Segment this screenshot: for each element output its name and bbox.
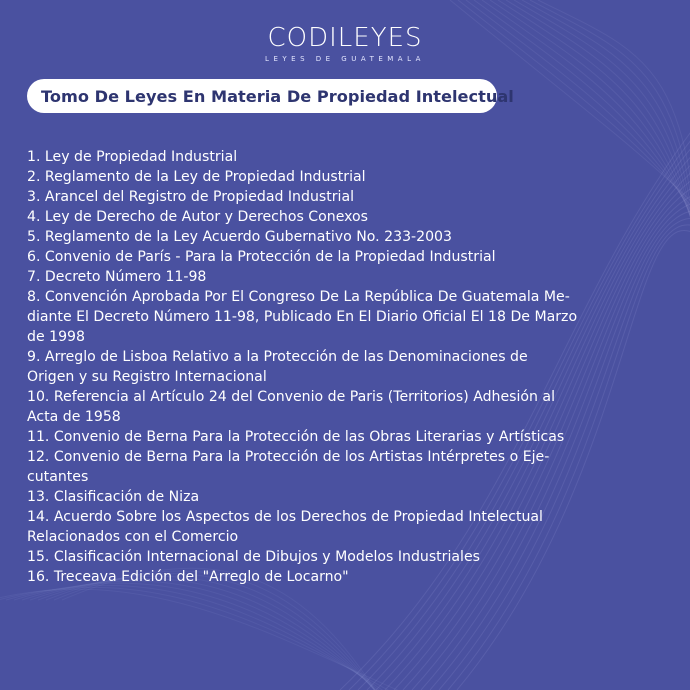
- law-item: [27, 567, 667, 587]
- brand-logo: [0, 24, 690, 64]
- law-item: [27, 287, 667, 347]
- law-item-line: 6. Convenio de París - Para la Protección de la Propiedad Industrial: [27, 249, 496, 265]
- law-item: [27, 267, 667, 287]
- background-wave-line: [38, 576, 420, 690]
- law-item: [27, 447, 667, 487]
- law-item: [27, 147, 667, 167]
- law-item-line: 4. Ley de Derecho de Autor y Derechos Conexos: [27, 209, 368, 225]
- law-item-line: 12. Convenio de Berna Para la Protección de los Artistas Intérpretes o Eje-: [27, 449, 550, 465]
- background-wave-line: [0, 589, 420, 690]
- brand-tagline: LEYES DE GUATEMALA: [265, 55, 425, 63]
- law-item-line: 1. Ley de Propiedad Industrial: [27, 149, 238, 165]
- law-item: [27, 487, 667, 507]
- law-item-line: 11. Convenio de Berna Para la Protección de las Obras Literarias y Artísticas: [27, 429, 565, 445]
- law-item: [27, 387, 667, 427]
- page-title: Tomo De Leyes En Materia De Propiedad Intelectual: [41, 86, 514, 106]
- law-item: [27, 247, 667, 267]
- law-item-line: 14. Acuerdo Sobre los Aspectos de los Derechos de Propiedad Intelectual: [27, 509, 543, 525]
- brand-name: CODILEYES: [267, 23, 423, 53]
- law-item-line: 15. Clasificación Internacional de Dibujos y Modelos Industriales: [27, 549, 480, 565]
- law-item-line: diante El Decreto Número 11-98, Publicado En El Diario Oficial El 18 De Marzo: [27, 309, 578, 325]
- law-item-line: 5. Reglamento de la Ley Acuerdo Gubernativo No. 233-2003: [27, 229, 452, 245]
- title-banner: [27, 79, 514, 113]
- law-item-line: 8. Convención Aprobada Por El Congreso De La República De Guatemala Me-: [27, 289, 570, 305]
- law-item-line: 3. Arancel del Registro de Propiedad Industrial: [27, 189, 355, 205]
- law-item: [27, 507, 667, 547]
- law-item: [27, 207, 667, 227]
- law-item-line: 16. Treceava Edición del "Arreglo de Locarno": [27, 569, 349, 585]
- law-item-line: Origen y su Registro Internacional: [27, 369, 267, 385]
- background-wave-line: [54, 571, 420, 690]
- law-item-line: Acta de 1958: [27, 409, 121, 425]
- law-item: [27, 427, 667, 447]
- law-item: [27, 347, 667, 387]
- law-item-line: cutantes: [27, 469, 89, 485]
- law-item-line: 13. Clasificación de Niza: [27, 489, 200, 505]
- law-item: [27, 227, 667, 247]
- background-wave-line: [0, 587, 420, 690]
- laws-list: [27, 147, 667, 587]
- law-item: [27, 167, 667, 187]
- law-item-line: 7. Decreto Número 11-98: [27, 269, 207, 285]
- law-item-line: Relacionados con el Comercio: [27, 529, 239, 545]
- law-item-line: 2. Reglamento de la Ley de Propiedad Industrial: [27, 169, 366, 185]
- law-item-line: 10. Referencia al Artículo 24 del Convenio de Paris (Territorios) Adhesión al: [27, 389, 555, 405]
- law-item: [27, 547, 667, 567]
- law-item-line: 9. Arreglo de Lisboa Relativo a la Protección de las Denominaciones de: [27, 349, 528, 365]
- law-item: [27, 187, 667, 207]
- law-item-line: de 1998: [27, 329, 85, 345]
